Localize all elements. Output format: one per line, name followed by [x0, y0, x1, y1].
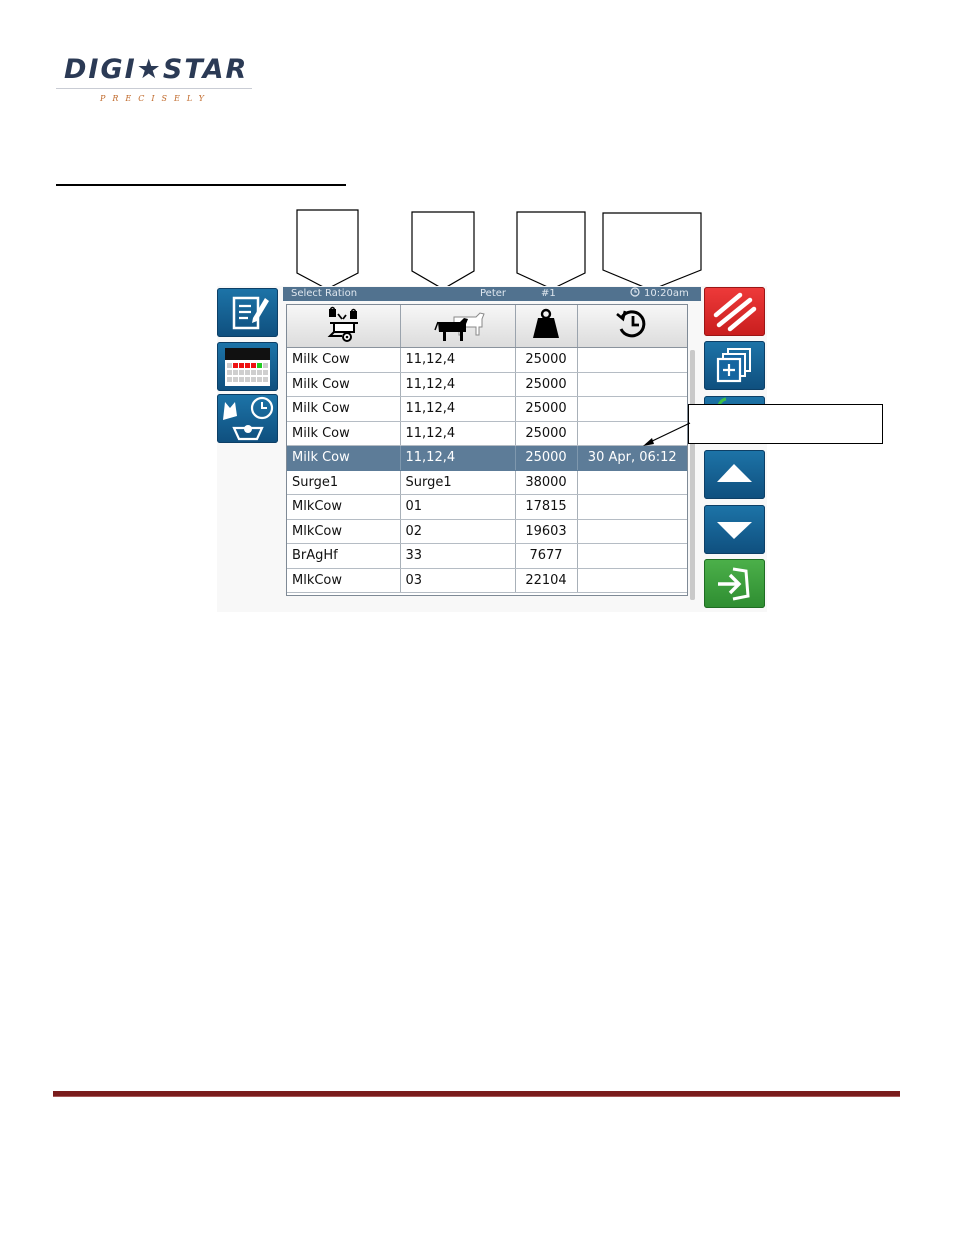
table-row[interactable] — [287, 421, 687, 446]
cell-weight: 25000 — [515, 372, 577, 397]
table-row[interactable] — [287, 372, 687, 397]
cell-weight: 17815 — [515, 495, 577, 520]
table-row[interactable] — [287, 397, 687, 422]
cell-pens: 03 — [400, 568, 515, 593]
calendar-cell — [245, 370, 250, 375]
calendar-grid-icon — [217, 342, 278, 391]
ration-table — [287, 305, 687, 593]
cell-last-fed — [577, 372, 687, 397]
logo-tagline: PRECISELY — [100, 94, 211, 103]
table-row[interactable] — [287, 470, 687, 495]
cell-last-fed — [577, 397, 687, 422]
calendar-cell — [245, 377, 250, 382]
cell-pens: 11,12,4 — [400, 446, 515, 471]
cell-last-fed — [577, 568, 687, 593]
calendar-cell — [227, 363, 232, 368]
table-scrollbar-thumb[interactable] — [690, 350, 695, 600]
calendar-cell — [239, 370, 244, 375]
enter-arrow-icon — [704, 559, 765, 608]
cell-weight: 25000 — [515, 421, 577, 446]
callout-pens-column — [410, 211, 478, 291]
cell-pens: 33 — [400, 544, 515, 569]
callout-history-column — [601, 212, 704, 292]
cell-ration: Milk Cow — [287, 397, 400, 422]
calendar-cell — [227, 370, 232, 375]
cell-ration: MlkCow — [287, 568, 400, 593]
scroll-down-icon — [704, 505, 765, 554]
column-header-weight[interactable] — [515, 305, 577, 348]
weight-icon — [531, 307, 561, 341]
table-row[interactable] — [287, 519, 687, 544]
enter-button[interactable] — [704, 559, 765, 608]
calendar-cell — [233, 377, 238, 382]
scroll-up-icon — [704, 450, 765, 499]
cell-weight: 25000 — [515, 397, 577, 422]
cell-weight: 38000 — [515, 470, 577, 495]
edit-notes-icon — [217, 288, 278, 337]
table-row[interactable] — [287, 446, 687, 471]
column-header-history[interactable] — [577, 305, 687, 348]
calendar-cell — [257, 377, 262, 382]
scroll-down-button[interactable] — [704, 505, 765, 554]
status-bar — [283, 287, 701, 301]
cell-ration: Milk Cow — [287, 372, 400, 397]
cows-icon — [428, 305, 488, 343]
cancel-slashes-icon — [704, 287, 765, 336]
cell-last-fed — [577, 348, 687, 373]
cell-ration: MlkCow — [287, 495, 400, 520]
status-number: #1 — [541, 288, 556, 299]
calendar-cell — [233, 363, 238, 368]
cell-weight: 19603 — [515, 519, 577, 544]
cell-last-fed — [577, 544, 687, 569]
feed-schedule-button[interactable] — [217, 394, 278, 443]
calendar-cell — [245, 363, 250, 368]
cell-weight: 25000 — [515, 348, 577, 373]
footer-rule — [53, 1091, 900, 1097]
cell-weight: 25000 — [515, 446, 577, 471]
annotation-arrow — [640, 420, 692, 448]
cell-ration: Surge1 — [287, 470, 400, 495]
operator-name: Peter — [480, 288, 507, 299]
column-header-ration[interactable] — [287, 305, 400, 348]
cell-last-fed — [577, 495, 687, 520]
cell-pens: Surge1 — [400, 470, 515, 495]
logo-divider — [56, 88, 252, 89]
screen-title: Select Ration — [291, 288, 358, 299]
calendar-cell — [233, 370, 238, 375]
cell-pens: 02 — [400, 519, 515, 544]
cell-last-fed — [577, 470, 687, 495]
digistar-logo — [56, 50, 256, 110]
cell-ration: BrAgHf — [287, 544, 400, 569]
cell-ration: MlkCow — [287, 519, 400, 544]
calendar-cell — [263, 377, 268, 382]
schedule-button[interactable] — [217, 342, 278, 391]
ration-table-container — [286, 304, 688, 596]
calendar-cell — [227, 377, 232, 382]
cell-last-fed: 30 Apr, 06:12 — [577, 446, 687, 471]
table-row[interactable] — [287, 568, 687, 593]
status-time: 10:20am — [644, 288, 689, 299]
calendar-cell — [251, 377, 256, 382]
cell-ration: Milk Cow — [287, 446, 400, 471]
calendar-cell — [257, 363, 262, 368]
table-row[interactable] — [287, 348, 687, 373]
cell-ration: Milk Cow — [287, 421, 400, 446]
calendar-cell — [263, 370, 268, 375]
cell-last-fed — [577, 519, 687, 544]
calendar-cell — [251, 363, 256, 368]
column-header-pens[interactable] — [400, 305, 515, 348]
scroll-up-button[interactable] — [704, 450, 765, 499]
cell-pens: 11,12,4 — [400, 421, 515, 446]
calendar-cell — [251, 370, 256, 375]
logo-wordmark: DIGI★STAR — [64, 54, 249, 85]
callout-weight-column — [515, 211, 589, 291]
callout-ration-column — [294, 209, 362, 291]
calendar-cell — [239, 363, 244, 368]
table-row[interactable] — [287, 544, 687, 569]
cell-pens: 01 — [400, 495, 515, 520]
cancel-button[interactable] — [704, 287, 765, 336]
feed-schedule-icon — [217, 394, 278, 443]
cell-weight: 22104 — [515, 568, 577, 593]
add-copy-icon — [704, 341, 765, 390]
cell-pens: 11,12,4 — [400, 372, 515, 397]
edit-button[interactable] — [217, 288, 278, 337]
table-row[interactable] — [287, 495, 687, 520]
ration-mixer-icon — [320, 305, 366, 343]
annotation-box — [688, 404, 883, 444]
cell-weight: 7677 — [515, 544, 577, 569]
section-title-underline — [56, 184, 346, 186]
cell-pens: 11,12,4 — [400, 397, 515, 422]
calendar-cell — [257, 370, 262, 375]
table-header-row — [287, 305, 687, 348]
history-clock-icon — [614, 307, 650, 341]
clock-icon — [630, 287, 640, 301]
cell-ration: Milk Cow — [287, 348, 400, 373]
calendar-cell — [263, 363, 268, 368]
cell-pens: 11,12,4 — [400, 348, 515, 373]
calendar-cell — [239, 377, 244, 382]
add-ration-button[interactable] — [704, 341, 765, 390]
